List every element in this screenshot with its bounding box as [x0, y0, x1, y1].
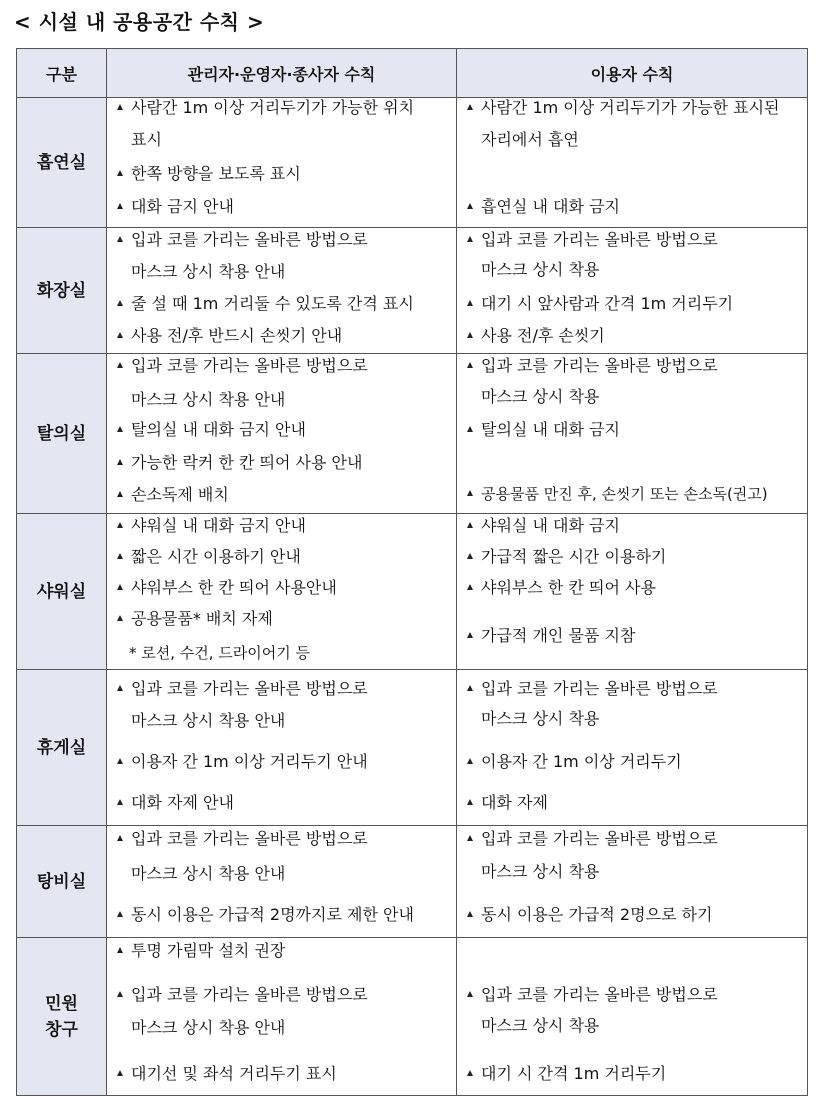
- header-category: 구분: [17, 49, 107, 98]
- rule-item-continued: 마스크 상시 착용: [481, 260, 600, 279]
- table-row: [17, 514, 808, 670]
- rule-item-continued: 마스크 상시 착용: [481, 1016, 600, 1035]
- user-rules-cell: [457, 938, 808, 1096]
- triangle-bullet-icon: [467, 632, 473, 638]
- triangle-bullet-icon: [117, 236, 123, 242]
- rule-item: 짧은 시간 이용하기 안내: [117, 541, 452, 572]
- manager-rules-cell: [107, 938, 457, 1096]
- header-manager-rules: 관리자·운영자·종사자 수칙: [107, 49, 457, 98]
- rule-item: 입과 코를 가리는 올바른 방법으로: [467, 673, 803, 704]
- table-row: [17, 228, 808, 354]
- triangle-bullet-icon: [467, 362, 473, 368]
- rule-item-continued: 마스크 상시 착용: [481, 862, 600, 881]
- user-rules-cell: [457, 826, 808, 938]
- manager-rules-cell: [107, 514, 457, 670]
- rule-item: 사람간 1m 이상 거리두기가 가능한 위치: [117, 92, 452, 123]
- rule-item: 입과 코를 가리는 올바른 방법으로: [467, 224, 803, 255]
- triangle-bullet-icon: [467, 203, 473, 209]
- triangle-bullet-icon: [467, 1070, 473, 1076]
- user-rules-cell: [457, 98, 808, 228]
- rule-item: 입과 코를 가리는 올바른 방법으로: [467, 350, 803, 381]
- rule-item: 입과 코를 가리는 올바른 방법으로: [117, 350, 452, 381]
- rule-item: 대기 시 앞사람과 간격 1m 거리두기: [467, 288, 803, 319]
- rules-table: [16, 48, 808, 1096]
- triangle-bullet-icon: [117, 911, 123, 917]
- rule-item: 대기선 및 좌석 거리두기 표시: [117, 1058, 452, 1089]
- triangle-bullet-icon: [467, 799, 473, 805]
- rule-item: 입과 코를 가리는 올바른 방법으로: [117, 823, 452, 854]
- triangle-bullet-icon: [117, 170, 123, 176]
- table-row: [17, 670, 808, 826]
- rule-item: 가급적 짧은 시간 이용하기: [467, 541, 803, 572]
- rule-item: 가능한 락커 한 칸 띄어 사용 안내: [117, 447, 452, 478]
- rule-item: 샤워부스 한 칸 띄어 사용안내: [117, 572, 452, 603]
- rule-item: 대기 시 간격 1m 거리두기: [467, 1058, 803, 1089]
- rule-item: 입과 코를 가리는 올바른 방법으로: [117, 673, 452, 704]
- rule-item-continued: 자리에서 흡연: [481, 130, 579, 149]
- rule-item-continued: 마스크 상시 착용: [481, 709, 600, 728]
- place-label-line2: 창구: [45, 1019, 78, 1040]
- triangle-bullet-icon: [117, 459, 123, 465]
- rule-item: 이용자 간 1m 이상 거리두기: [467, 746, 803, 777]
- triangle-bullet-icon: [467, 835, 473, 841]
- triangle-bullet-icon: [117, 104, 123, 110]
- table-row: [17, 938, 808, 1096]
- rule-item: 탈의실 내 대화 금지 안내: [117, 414, 452, 445]
- triangle-bullet-icon: [117, 362, 123, 368]
- footnote-text: * 로션, 수건, 드라이어기 등: [129, 644, 311, 662]
- place-cell: 흡연실: [17, 98, 107, 228]
- rule-item-continued: 마스크 상시 착용 안내: [131, 262, 286, 281]
- triangle-bullet-icon: [117, 522, 123, 528]
- triangle-bullet-icon: [467, 522, 473, 528]
- triangle-bullet-icon: [467, 991, 473, 997]
- rule-item: 공용물품 만진 후, 손씻기 또는 손소독(권고): [467, 479, 803, 510]
- table-row: [17, 98, 808, 228]
- triangle-bullet-icon: [117, 584, 123, 590]
- rule-item: 입과 코를 가리는 올바른 방법으로: [117, 979, 452, 1010]
- triangle-bullet-icon: [467, 426, 473, 432]
- triangle-bullet-icon: [117, 426, 123, 432]
- manager-rules-cell: [107, 670, 457, 826]
- manager-rules-cell: [107, 228, 457, 354]
- triangle-bullet-icon: [467, 490, 473, 496]
- rule-item: 공용물품* 배치 자제: [117, 603, 452, 634]
- rule-item: 사용 전/후 반드시 손씻기 안내: [117, 320, 452, 351]
- triangle-bullet-icon: [467, 685, 473, 691]
- rule-item: 투명 가림막 설치 권장: [117, 935, 452, 966]
- rule-item: 대화 자제: [467, 787, 803, 818]
- triangle-bullet-icon: [467, 758, 473, 764]
- user-rules-cell: [457, 228, 808, 354]
- rule-item: 입과 코를 가리는 올바른 방법으로: [467, 823, 803, 854]
- place-cell: 휴게실: [17, 670, 107, 826]
- triangle-bullet-icon: [117, 300, 123, 306]
- triangle-bullet-icon: [117, 799, 123, 805]
- triangle-bullet-icon: [467, 300, 473, 306]
- triangle-bullet-icon: [117, 553, 123, 559]
- rule-item: 샤워부스 한 칸 띄어 사용: [467, 572, 803, 603]
- place-cell: 샤워실: [17, 514, 107, 670]
- place-label-line1: 민원: [45, 993, 78, 1014]
- rule-item: 줄 설 때 1m 거리둘 수 있도록 간격 표시: [117, 288, 452, 319]
- rule-item: 한쪽 방향을 보도록 표시: [117, 158, 452, 189]
- rule-item: 이용자 간 1m 이상 거리두기 안내: [117, 746, 452, 777]
- rule-item-continued: 마스크 상시 착용 안내: [131, 390, 286, 409]
- triangle-bullet-icon: [117, 991, 123, 997]
- rule-item-continued: 표시: [131, 130, 162, 149]
- table-row: [17, 826, 808, 938]
- triangle-bullet-icon: [117, 835, 123, 841]
- triangle-bullet-icon: [117, 491, 123, 497]
- rule-item: 동시 이용은 가급적 2명까지로 제한 안내: [117, 899, 452, 930]
- place-cell: 탈의실: [17, 354, 107, 514]
- triangle-bullet-icon: [117, 332, 123, 338]
- rule-item-continued: 마스크 상시 착용 안내: [131, 864, 286, 883]
- triangle-bullet-icon: [117, 758, 123, 764]
- triangle-bullet-icon: [467, 332, 473, 338]
- rule-item: 대화 금지 안내: [117, 191, 452, 222]
- user-rules-cell: [457, 354, 808, 514]
- rule-item: 손소독제 배치: [117, 479, 452, 510]
- rule-item: 샤워실 내 대화 금지: [467, 510, 803, 541]
- triangle-bullet-icon: [467, 911, 473, 917]
- user-rules-cell: [457, 670, 808, 826]
- rule-item: 입과 코를 가리는 올바른 방법으로: [467, 979, 803, 1010]
- manager-rules-cell: [107, 354, 457, 514]
- place-cell: [17, 938, 107, 1096]
- triangle-bullet-icon: [467, 104, 473, 110]
- document-title: < 시설 내 공용공간 수칙 >: [14, 10, 265, 34]
- rule-item: 사람간 1m 이상 거리두기가 가능한 표시된: [467, 92, 803, 123]
- triangle-bullet-icon: [467, 584, 473, 590]
- triangle-bullet-icon: [117, 615, 123, 621]
- triangle-bullet-icon: [117, 203, 123, 209]
- rule-item: 흡연실 내 대화 금지: [467, 191, 803, 222]
- table-row: [17, 354, 808, 514]
- place-cell: 탕비실: [17, 826, 107, 938]
- rule-item: 사용 전/후 손씻기: [467, 320, 803, 351]
- triangle-bullet-icon: [467, 553, 473, 559]
- rule-item: 입과 코를 가리는 올바른 방법으로: [117, 224, 452, 255]
- table-header-row: [17, 49, 808, 98]
- place-cell: 화장실: [17, 228, 107, 354]
- rule-item: 가급적 개인 물품 지참: [467, 620, 803, 651]
- rule-item: 샤워실 내 대화 금지 안내: [117, 510, 452, 541]
- rule-item: 탈의실 내 대화 금지: [467, 414, 803, 445]
- triangle-bullet-icon: [117, 1070, 123, 1076]
- rule-item-continued: 마스크 상시 착용 안내: [131, 1018, 286, 1037]
- user-rules-cell: [457, 514, 808, 670]
- rule-item: 동시 이용은 가급적 2명으로 하기: [467, 899, 803, 930]
- manager-rules-cell: [107, 826, 457, 938]
- manager-rules-cell: [107, 98, 457, 228]
- triangle-bullet-icon: [117, 947, 123, 953]
- triangle-bullet-icon: [117, 685, 123, 691]
- rule-item: 대화 자제 안내: [117, 787, 452, 818]
- header-user-rules: 이용자 수칙: [457, 49, 808, 98]
- rule-item-continued: 마스크 상시 착용 안내: [131, 711, 286, 730]
- triangle-bullet-icon: [467, 236, 473, 242]
- rule-item-continued: 마스크 상시 착용: [481, 387, 600, 406]
